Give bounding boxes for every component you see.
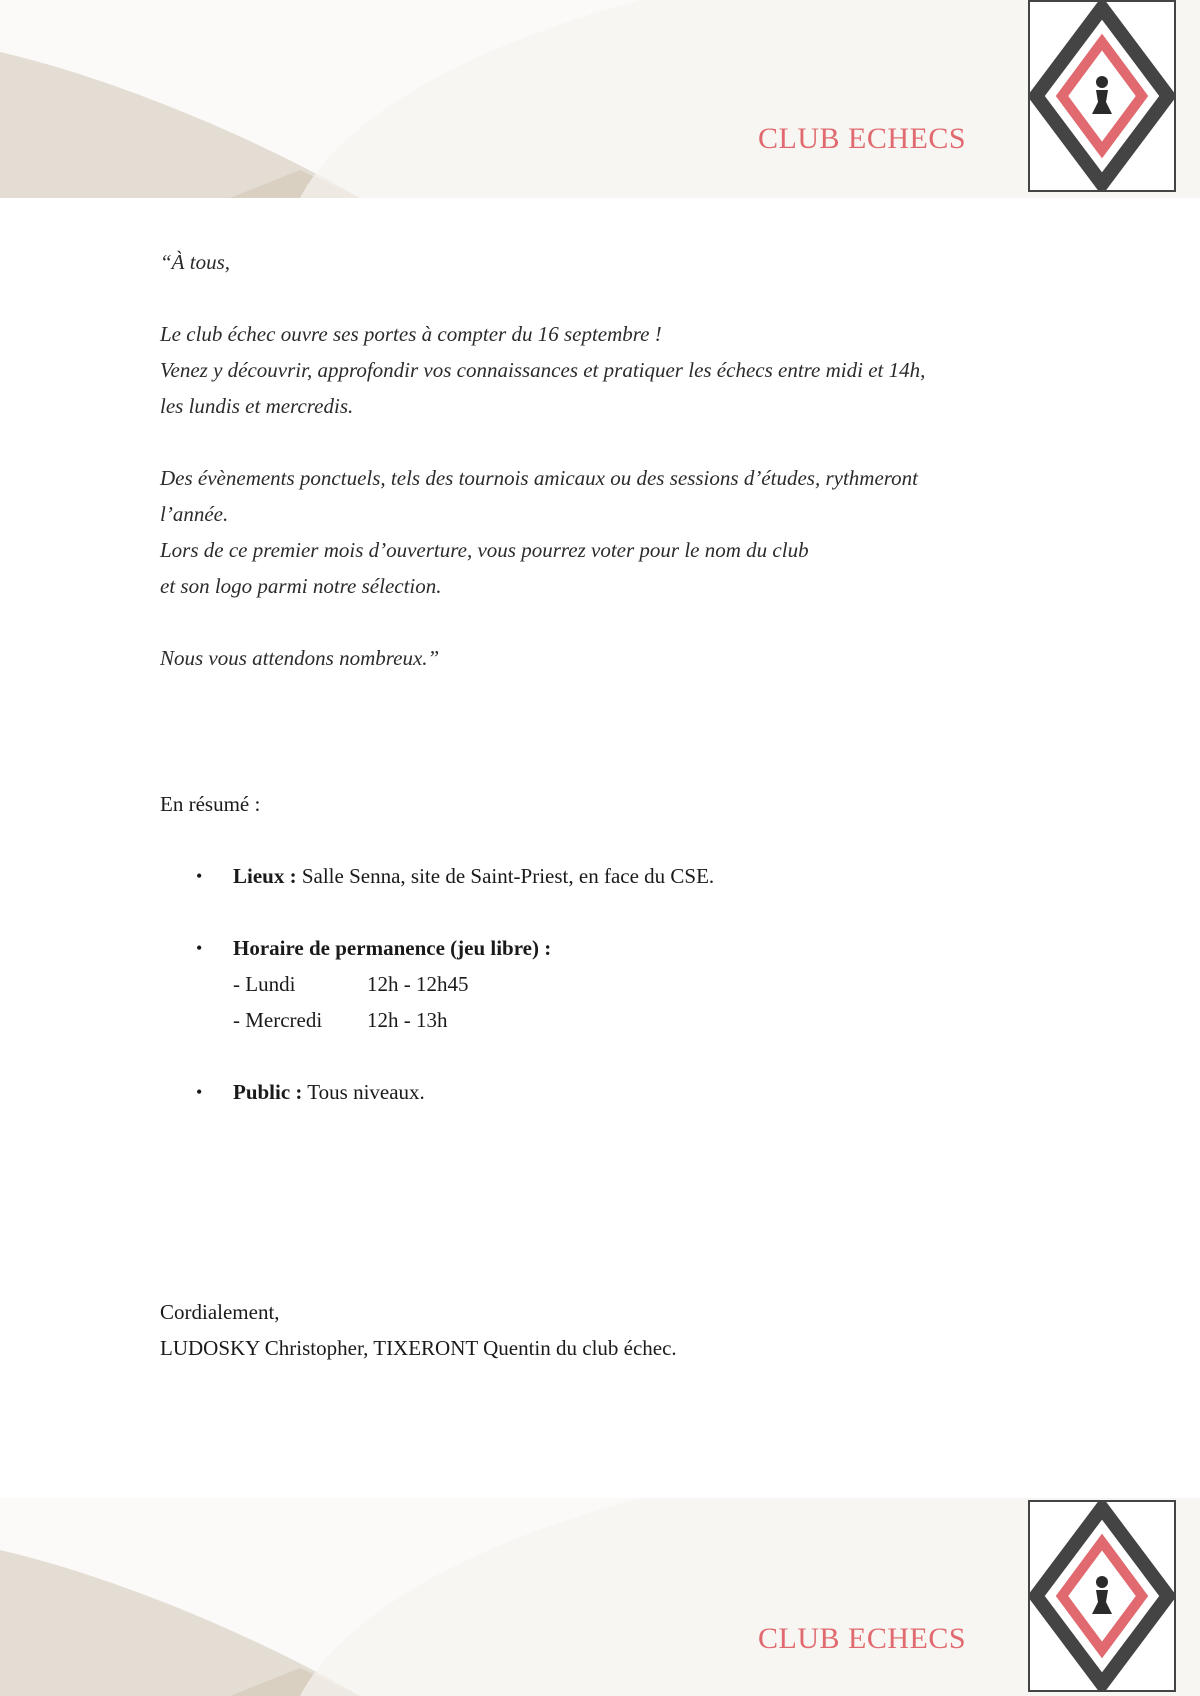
schedule-label: Horaire de permanence (jeu libre) : [233, 936, 552, 960]
letter-closing: Nous vous attendons nombreux.” [160, 646, 440, 670]
page-header [0, 0, 1200, 198]
location-label: Lieux : [233, 864, 297, 888]
letter-line: l’année. [160, 502, 229, 526]
schedule-day: - Lundi [233, 972, 296, 996]
chess-club-logo-footer [1028, 1500, 1176, 1692]
bullet-icon: • [196, 1082, 203, 1102]
letter-greeting-paragraph [160, 244, 1080, 280]
header-background-shapes [0, 0, 1200, 198]
schedule-time: 12h - 12h45 [367, 972, 469, 996]
letter-line: les lundis et mercredis. [160, 394, 354, 418]
location-value: Salle Senna, site de Saint-Priest, en face du CSE. [296, 864, 715, 888]
letter-line: et son logo parmi notre sélection. [160, 574, 442, 598]
summary-title: En résumé : [160, 792, 261, 816]
diamond-pawn-icon [1030, 2, 1174, 190]
list-item-public [160, 1074, 1080, 1110]
announcement-letter [160, 244, 1080, 676]
schedule-day: - Mercredi [233, 1008, 323, 1032]
footer-background-shapes [0, 1498, 1200, 1696]
letter-paragraph-events [160, 460, 1080, 604]
letter-paragraph-opening [160, 316, 1080, 424]
signature-block [160, 1294, 1080, 1366]
public-label: Public : [233, 1080, 303, 1104]
schedule-row [233, 966, 1080, 1002]
club-name-footer: CLUB ECHECS [758, 1622, 967, 1655]
page-footer [0, 1498, 1200, 1696]
bullet-icon: • [196, 938, 203, 958]
letter-line: Des évènements ponctuels, tels des tournois amicaux ou des sessions d’études, rythmeront [160, 466, 918, 490]
list-item-location [160, 858, 1080, 894]
signature-salutation: Cordialement, [160, 1300, 280, 1324]
letter-greeting: “À tous, [160, 250, 231, 274]
public-value: Tous niveaux. [302, 1080, 425, 1104]
chess-club-logo [1028, 0, 1176, 192]
summary-list [160, 858, 1080, 1110]
letter-line: Venez y découvrir, approfondir vos connaissances et pratiquer les échecs entre midi et 14h, [160, 358, 926, 382]
schedule-time: 12h - 13h [367, 1008, 448, 1032]
schedule-row [233, 1002, 1080, 1038]
signature-names: LUDOSKY Christopher, TIXERONT Quentin du club échec. [160, 1336, 677, 1360]
letter-line: Le club échec ouvre ses portes à compter du 16 septembre ! [160, 322, 662, 346]
list-item-schedule [160, 930, 1080, 1038]
summary-section [160, 786, 1080, 1110]
club-name-heading: CLUB ECHECS [758, 122, 967, 155]
diamond-pawn-icon [1030, 1502, 1174, 1690]
letter-closing-paragraph [160, 640, 1080, 676]
letter-line: Lors de ce premier mois d’ouverture, vous pourrez voter pour le nom du club [160, 538, 809, 562]
bullet-icon: • [196, 866, 203, 886]
